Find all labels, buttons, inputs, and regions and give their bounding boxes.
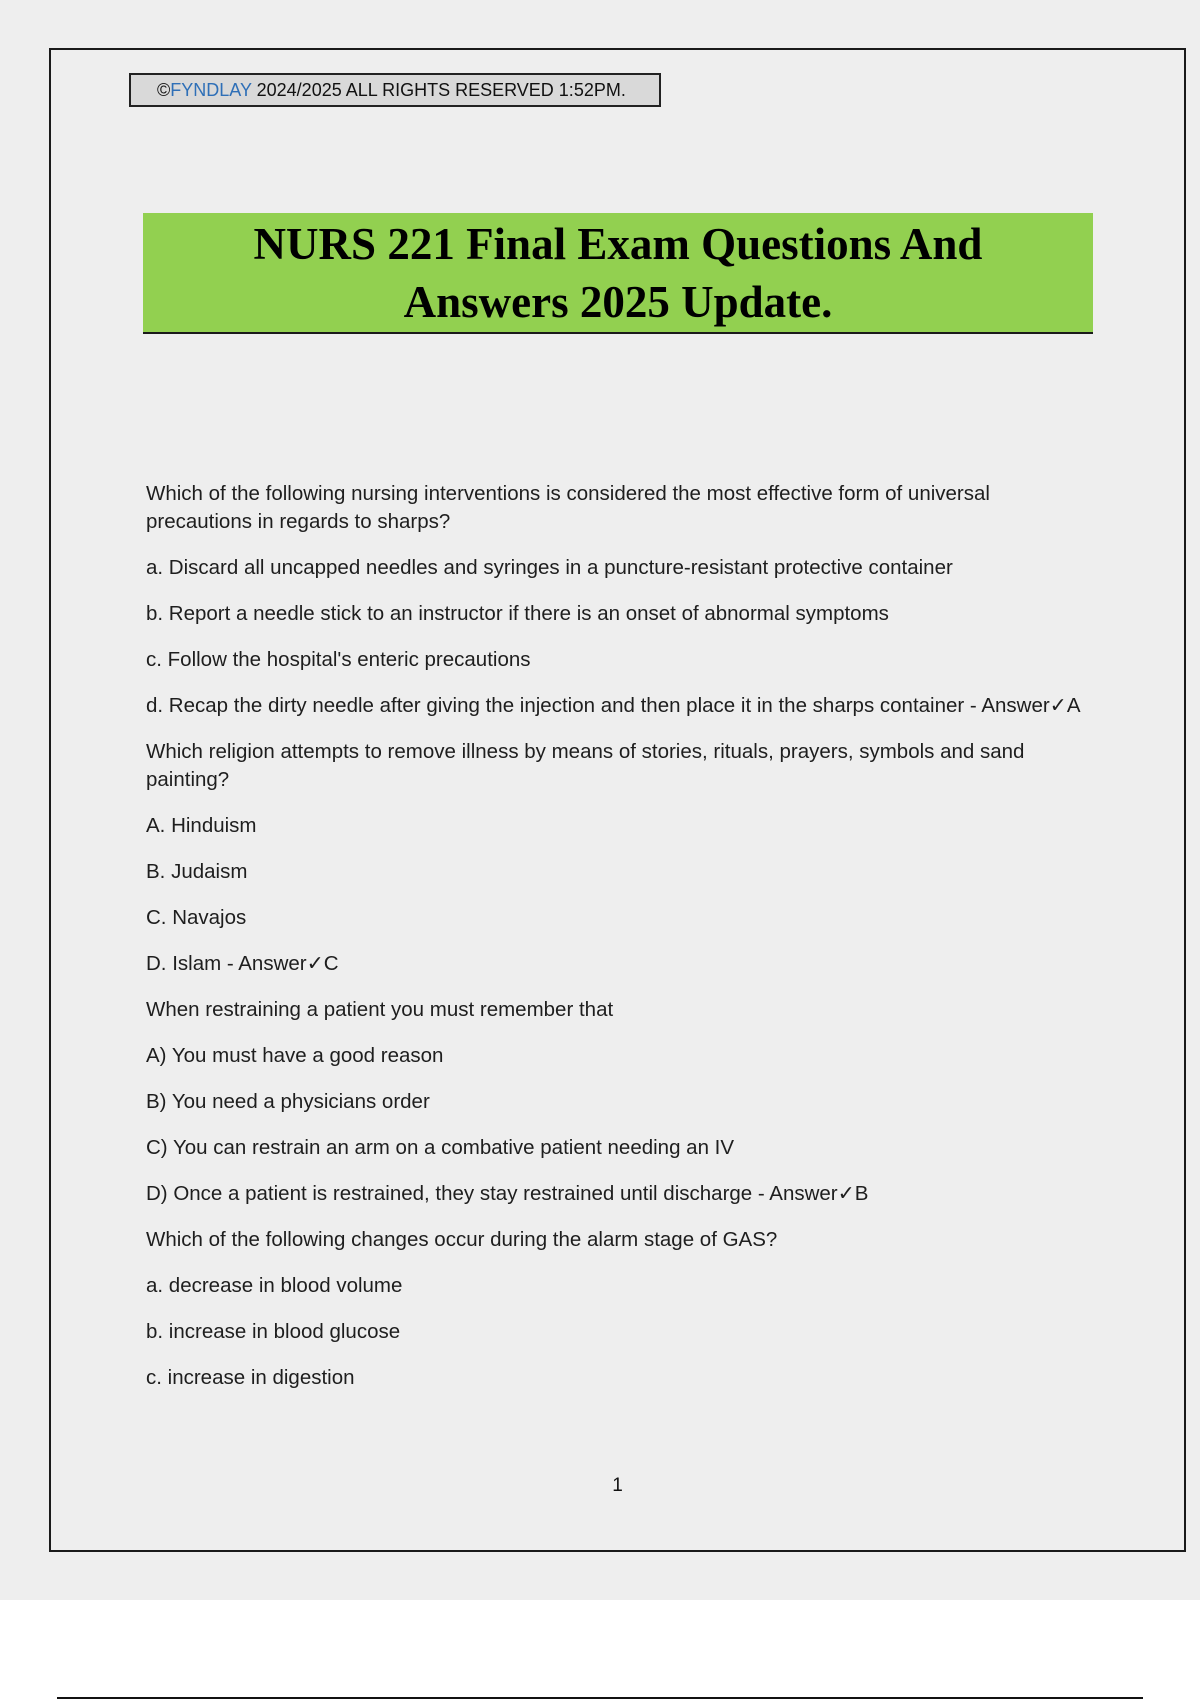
question-2: Which religion attempts to remove illness by means of stories, rituals, prayers, symbols and sand painting? xyxy=(146,740,1025,791)
question-2-option-c: C. Navajos xyxy=(146,906,247,929)
footer-rule xyxy=(57,1697,1143,1699)
title-line-2: Answers 2025 Update. xyxy=(403,277,833,327)
question-1-option-b: b. Report a needle stick to an instructor if there is an onset of abnormal symptoms xyxy=(146,602,889,625)
page-number: 1 xyxy=(612,1475,623,1496)
question-4-option-a: a. decrease in blood volume xyxy=(146,1274,403,1297)
question-1-option-c: c. Follow the hospital's enteric precautions xyxy=(146,648,531,671)
question-2-option-d-answer: D. Islam - Answer✓C xyxy=(146,952,339,975)
question-3-option-a: A) You must have a good reason xyxy=(146,1044,444,1067)
copyright-symbol: © xyxy=(157,80,171,100)
question-3-option-c: C) You can restrain an arm on a combative patient needing an IV xyxy=(146,1136,735,1159)
title-line-1: NURS 221 Final Exam Questions And xyxy=(253,219,983,269)
copyright-text: 2024/2025 ALL RIGHTS RESERVED 1:52PM. xyxy=(251,80,626,100)
question-1-option-a: a. Discard all uncapped needles and syringes in a puncture-resistant protective container xyxy=(146,556,953,579)
question-2-option-b: B. Judaism xyxy=(146,860,248,883)
question-3: When restraining a patient you must remember that xyxy=(146,998,614,1021)
document-title xyxy=(143,213,1093,334)
question-1: Which of the following nursing interventions is considered the most effective form of universal precautions in regards to sharps? xyxy=(146,482,990,533)
question-4: Which of the following changes occur during the alarm stage of GAS? xyxy=(146,1228,778,1251)
brand-name: FYNDLAY xyxy=(170,80,252,100)
question-3-option-d-answer: D) Once a patient is restrained, they stay restrained until discharge - Answer✓B xyxy=(146,1182,869,1205)
question-list xyxy=(146,480,1086,1410)
question-4-option-b: b. increase in blood glucose xyxy=(146,1320,401,1343)
question-4-option-c: c. increase in digestion xyxy=(146,1366,355,1389)
question-3-option-b: B) You need a physicians order xyxy=(146,1090,430,1113)
question-1-option-d-answer: d. Recap the dirty needle after giving the injection and then place it in the sharps container - Answer✓A xyxy=(146,694,1081,717)
question-2-option-a: A. Hinduism xyxy=(146,814,257,837)
copyright-header xyxy=(129,73,661,107)
